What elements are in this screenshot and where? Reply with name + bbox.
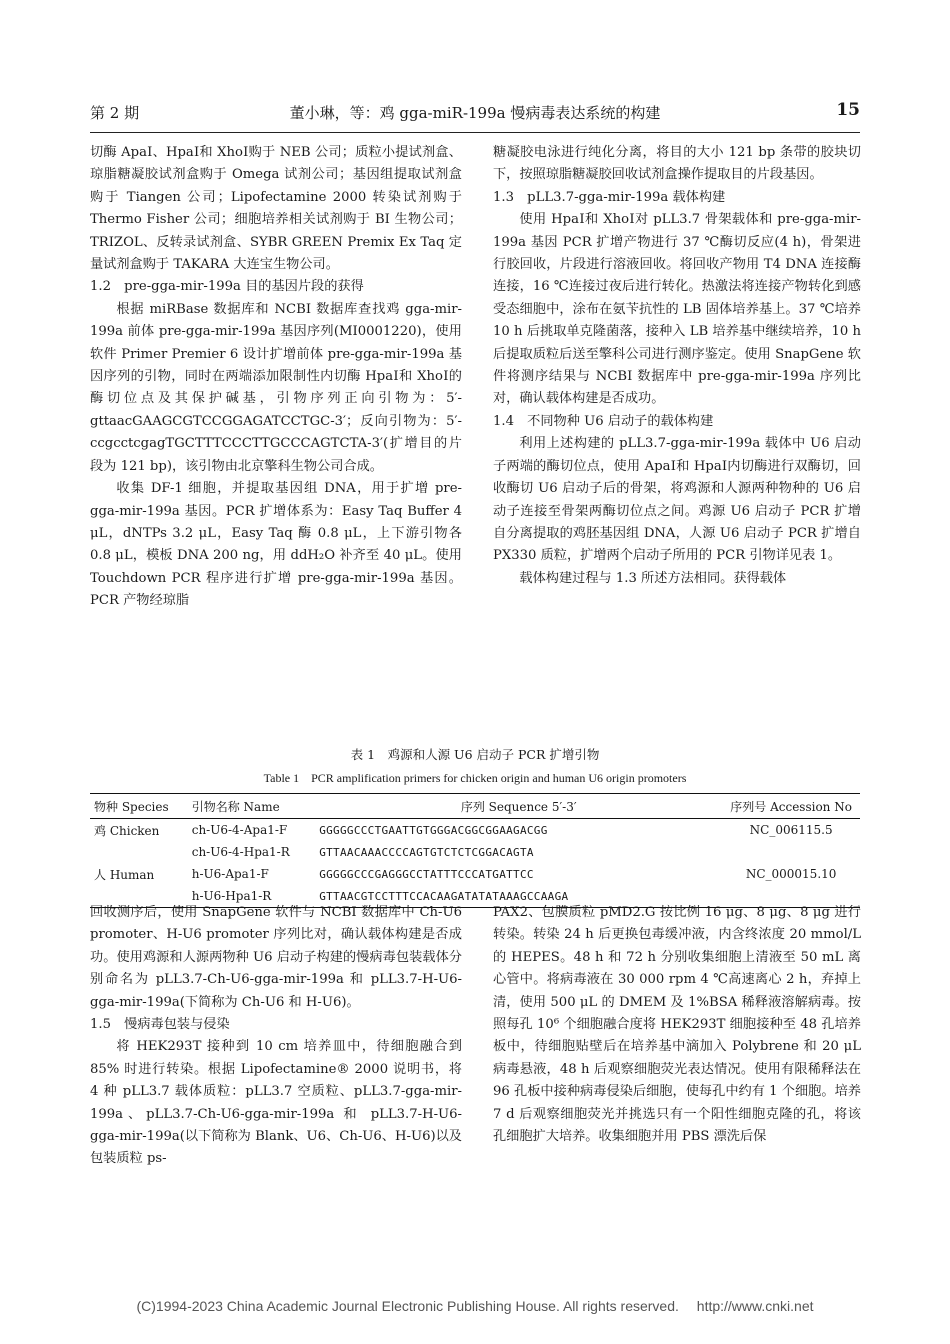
paragraph: PAX2、包膜质粒 pMD2.G 按比例 16 μg、8 μg、8 μg 进行转染。转染 24 h 后更换包毒缓冲液，内含终浓度 20 mmol/L 的 HEPES。48 h 和 72 h 分别收集细胞上清液至 50 mL 离心管中。将病毒液在 30 000 rpm 4 ℃高速离心 2 h，弃掉上清，使用 500 μL 的 DMEM 及 1%BSA 稀释液溶解病毒。按照每孔 10⁶ 个细胞融合度将 HEK293T 细胞接种至 48 孔培养板中，待细胞贴壁后在培养基中滴加入 Polybrene 和 20 μL 病毒悬液，48 h 后观察细胞荧光表达情况。使用有限稀释法在 96 孔板中接种病毒侵染后细胞，使每孔中约有 1 个细胞。培养 7 d 后观察细胞荧光并挑选只有一个阳性细胞克隆的孔，将该孔细胞扩大培养。收集细胞并用 PBS 漂洗后保: [493, 905, 861, 1145]
table-row: [90, 863, 860, 885]
paragraph: 载体构建过程与 1.3 所述方法相同。获得载体: [519, 570, 787, 586]
primer-table: [90, 793, 860, 908]
paragraph: 回收测序后，使用 SnapGene 软件与 NCBI 数据库中 Ch-U6 promoter、H-U6 promoter 序列比对，确认载体构建是否成功。使用鸡源和人源两物种 U6 启动子构建的慢病毒包装载体分别命名为 pLL3.7-Ch-U6-gga-mir-199a 和 pLL3.7-H-U6-gga-mir-199a(下简称为 Ch-U6 和 H-U6)。: [90, 905, 462, 1010]
header-name: 引物名称 Name: [188, 794, 315, 819]
cell-name: h-U6-Hpa1-R: [188, 885, 315, 908]
copyright-footer: (C)1994-2023 China Academic Journal Electronic Publishing House. All rights reserved. http://www.cnki.net: [136, 1298, 814, 1314]
cell-sequence: GTTAACGTCCTTTCCACAAGATATATAAAGCCAAGA: [315, 885, 722, 908]
cell-accession: NC_006115.5: [749, 823, 833, 837]
table-row: [90, 841, 860, 863]
cell-species: 人 Human: [94, 867, 155, 882]
table-row: [90, 819, 860, 842]
paragraph: 糖凝胶电泳进行纯化分离，将目的大小 121 bp 条带的胶块切下，按照琼脂糖凝胶回收试剂盒操作提取目的片段基因。: [493, 145, 861, 183]
section-heading: 1.3 pLL3.7-gga-mir-199a 载体构建: [493, 189, 726, 205]
cell-name: ch-U6-4-Hpa1-R: [191, 845, 290, 859]
cell-sequence: GTTAACAAACCCCAGTGTCTCTCGGACAGTA: [319, 845, 534, 859]
cell-accession: [722, 841, 860, 863]
paragraph: 收集 DF-1 细胞，并提取基因组 DNA，用于扩增 pre-gga-mir-199a 基因。PCR 扩增体系为：Easy Taq Buffer 4 μL，dNTPs 3.2 μL，Easy Taq 酶 0.8 μL，上下游引物各 0.8 μL，模板 DNA 200 ng，用 ddH₂O 补齐至 40 μL。使用 Touchdown PCR 程序进行扩增 pre-gga-mir-199a 基因。PCR 产物经琼脂: [90, 481, 462, 609]
bottom-left-column: [90, 902, 462, 1238]
page-header: [90, 100, 860, 133]
header-accession: 序列号 Accession No: [722, 794, 860, 819]
section-heading: 1.2 pre-gga-mir-199a 目的基因片段的获得: [90, 279, 364, 295]
table-caption-en: Table 1 PCR amplification primers for chicken origin and human U6 origin promoters: [263, 771, 687, 785]
cell-sequence: GGGGGCCCGAGGGCCTATTTCCCATGATTCC: [319, 867, 534, 881]
paragraph: 利用上述构建的 pLL3.7-gga-mir-199a 载体中 U6 启动子两端的酶切位点，使用 ApaⅠ和 HpaⅠ内切酶进行双酶切，回收酶切 U6 启动子后的骨架，将鸡源和人源两种物种的 U6 启动子连接至骨架两酶切位点之间。鸡源 U6 启动子 PCR 扩增自分离提取的鸡胚基因组 DNA，人源 U6 启动子 PCR 扩增自 PX330 质粒，扩增两个启动子所用的 PCR 引物详见表 1。: [493, 436, 861, 564]
header-species: 物种 Species: [90, 794, 188, 819]
table-header-row: [90, 794, 860, 819]
paragraph: 将 HEK293T 接种到 10 cm 培养皿中，待细胞融合到 85% 时进行转染。根据 Lipofectamine® 2000 说明书，将 4 种 pLL3.7 载体质粒：pLL3.7 空质粒、pLL3.7-gga-mir-199a、pLL3.7-Ch-U6-gga-mir-199a 和 pLL3.7-H-U6-gga-mir-199a(以下简称为 Blank、U6、Ch-U6、H-U6)以及包装质粒 ps-: [90, 1039, 462, 1167]
cell-species: [90, 841, 188, 863]
top-left-column: [90, 142, 462, 734]
section-heading: 1.4 不同物种 U6 启动子的载体构建: [493, 413, 714, 429]
section-heading: 1.5 慢病毒包装与侵染: [90, 1017, 230, 1033]
cell-species: 鸡 Chicken: [94, 823, 160, 838]
running-title: 董小琳，等：鸡 gga-miR-199a 慢病毒表达系统的构建: [289, 104, 661, 122]
paragraph: 使用 HpaⅠ和 XhoⅠ对 pLL3.7 骨架载体和 pre-gga-mir-199a 基因 PCR 扩增产物进行 37 ℃酶切反应(4 h)，骨架进行胶回收，片段进行溶液回收。将回收产物用 T4 DNA 连接酶连接，16 ℃连接过夜后进行转化。热激法将连接产物转化到感受态细胞中，涂布在氨苄抗性的 LB 固体培养基上。37 ℃培养 10 h 后挑取单克隆菌落，接种入 LB 培养基中继续培养，10 h 后提取质粒后送至擎科公司进行测序鉴定。使用 SnapGene 软件将测序结果与 NCBI 数据库中 pre-gga-mir-199a 序列比对，确认载体构建是否成功。: [493, 212, 861, 407]
header-sequence: 序列 Sequence 5′-3′: [315, 794, 722, 819]
cell-sequence: GGGGGCCCTGAATTGTGGGACGGCGGAAGACGG: [319, 823, 548, 837]
table-caption-cn: 表 1 鸡源和人源 U6 启动子 PCR 扩增引物: [350, 747, 600, 762]
cell-name: h-U6-Apa1-F: [191, 867, 269, 881]
bottom-right-column: [493, 902, 861, 1238]
page-number: 15: [836, 100, 860, 120]
paragraph: 切酶 ApaⅠ、HpaⅠ和 XhoⅠ购于 NEB 公司；质粒小提试剂盒、琼脂糖凝胶试剂盒购于 Omega 试剂公司；基因组提取试剂盒购于 Tiangen 公司；Lipofectamine 2000 转染试剂购于 Thermo Fisher 公司；细胞培养相关试剂购于 BI 生物公司；TRIZOL、反转录试剂盒、SYBR GREEN Premix Ex Taq 定量试剂盒购于 TAKARA 大连宝生物公司。: [90, 145, 462, 273]
top-right-column: [493, 142, 861, 734]
paragraph: 根据 miRBase 数据库和 NCBI 数据库查找鸡 gga-mir-199a 前体 pre-gga-mir-199a 基因序列(MI0001220)，使用软件 Primer Premier 6 设计扩增前体 pre-gga-mir-199a 基因序列的引物，同时在两端添加限制性内切酶 HpaⅠ和 XhoⅠ的酶切位点及其保护碱基，引物序列正向引物为：5′-gttaacGAAGCGTCCGGAGATCCTGC-3′；反向引物为：5′-ccgcctcgagTGCTTTCCCTTGCCCAGTCTA-3′(扩增目的片段为 121 bp)，该引物由北京擎科生物公司合成。: [90, 301, 462, 474]
cell-name: ch-U6-4-Apa1-F: [191, 823, 288, 837]
cell-accession: NC_000015.10: [745, 867, 837, 881]
issue-label: 第 2 期: [90, 104, 140, 122]
